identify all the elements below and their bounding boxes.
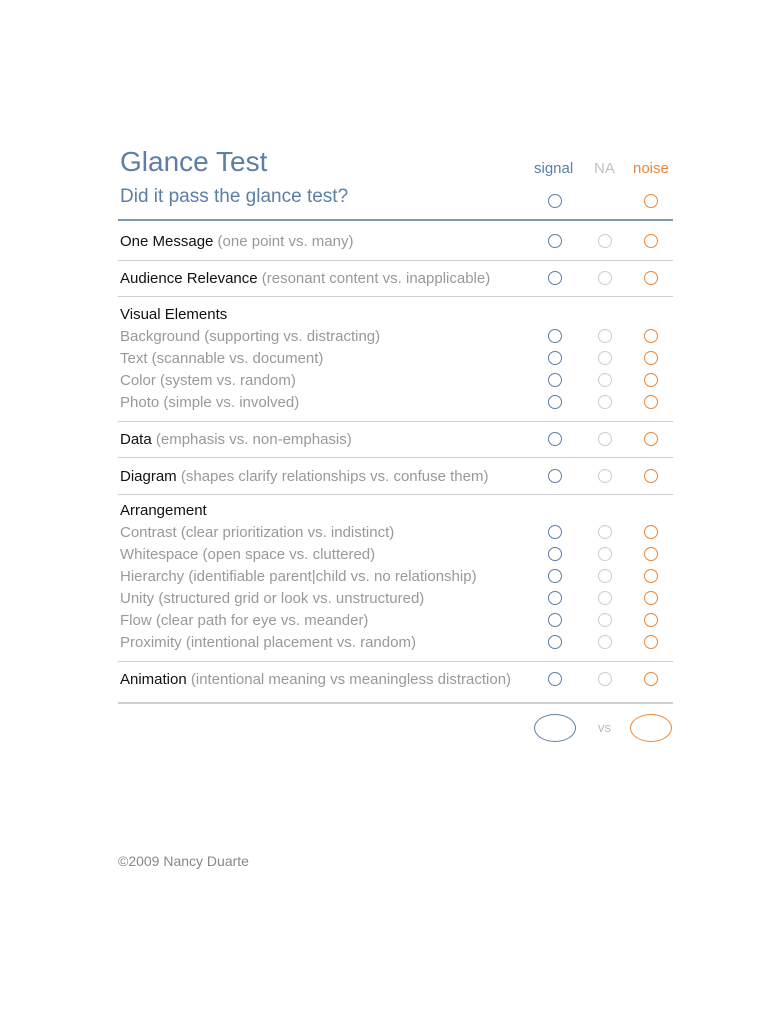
- arrangement-item-whitespace: Whitespace (open space vs. cluttered): [120, 546, 376, 563]
- arrangement-item-flow: Flow (clear path for eye vs. meander): [120, 612, 369, 629]
- contrast-signal-radio[interactable]: [548, 525, 562, 539]
- text-noise-radio[interactable]: [644, 351, 658, 365]
- audience-na-radio[interactable]: [598, 271, 612, 285]
- animation-na-radio[interactable]: [598, 672, 612, 686]
- one-message-signal-radio[interactable]: [548, 234, 562, 248]
- row-description: (shapes clarify relationships vs. confuse them): [176, 468, 489, 485]
- visual-item-text: Text (scannable vs. document): [120, 350, 324, 367]
- one-message-na-radio[interactable]: [598, 234, 612, 248]
- row-label: Data: [120, 431, 152, 448]
- header-divider: [118, 219, 673, 221]
- row-data: [120, 432, 352, 447]
- unity-na-radio[interactable]: [598, 591, 612, 605]
- whitespace-signal-radio[interactable]: [548, 547, 562, 561]
- flow-noise-radio[interactable]: [644, 613, 658, 627]
- hierarchy-noise-radio[interactable]: [644, 569, 658, 583]
- photo-noise-radio[interactable]: [644, 395, 658, 409]
- row-divider: [118, 260, 673, 261]
- one-message-noise-radio[interactable]: [644, 234, 658, 248]
- color-noise-radio[interactable]: [644, 373, 658, 387]
- na-column-header: NA: [594, 160, 615, 177]
- row-description: (resonant content vs. inapplicable): [257, 270, 491, 287]
- visual-item-color: Color (system vs. random): [120, 372, 296, 389]
- noise-total-oval[interactable]: [630, 714, 672, 742]
- flow-signal-radio[interactable]: [548, 613, 562, 627]
- visual-item-photo: Photo (simple vs. involved): [120, 394, 300, 411]
- proximity-signal-radio[interactable]: [548, 635, 562, 649]
- arrangement-item-hierarchy: Hierarchy (identifiable parent|child vs. no relationship): [120, 568, 477, 585]
- row-description: (intentional meaning vs meaningless distraction): [186, 671, 512, 688]
- arrangement-heading: Arrangement: [120, 502, 207, 519]
- signal-column-header: signal: [534, 160, 574, 177]
- contrast-noise-radio[interactable]: [644, 525, 658, 539]
- row-label: Animation: [120, 671, 187, 688]
- row-divider: [118, 661, 673, 662]
- page-title: Glance Test: [120, 146, 268, 177]
- proximity-noise-radio[interactable]: [644, 635, 658, 649]
- row-divider: [118, 296, 673, 297]
- arrangement-item-proximity: Proximity (intentional placement vs. random): [120, 634, 416, 651]
- animation-signal-radio[interactable]: [548, 672, 562, 686]
- data-na-radio[interactable]: [598, 432, 612, 446]
- row-description: (emphasis vs. non-emphasis): [151, 431, 352, 448]
- whitespace-noise-radio[interactable]: [644, 547, 658, 561]
- background-na-radio[interactable]: [598, 329, 612, 343]
- unity-signal-radio[interactable]: [548, 591, 562, 605]
- vs-label: vs: [598, 720, 611, 735]
- noise-column-header: noise: [633, 160, 669, 177]
- audience-noise-radio[interactable]: [644, 271, 658, 285]
- row-divider: [118, 457, 673, 458]
- row-label: One Message: [120, 233, 214, 250]
- row-description: (one point vs. many): [213, 233, 354, 250]
- audience-signal-radio[interactable]: [548, 271, 562, 285]
- diagram-noise-radio[interactable]: [644, 469, 658, 483]
- photo-na-radio[interactable]: [598, 395, 612, 409]
- animation-noise-radio[interactable]: [644, 672, 658, 686]
- row-animation: [120, 672, 511, 687]
- hierarchy-na-radio[interactable]: [598, 569, 612, 583]
- glance-test-noise-radio[interactable]: [644, 194, 658, 208]
- whitespace-na-radio[interactable]: [598, 547, 612, 561]
- row-divider: [118, 494, 673, 495]
- flow-na-radio[interactable]: [598, 613, 612, 627]
- row-one-message: [120, 234, 353, 249]
- row-diagram: [120, 469, 489, 484]
- hierarchy-signal-radio[interactable]: [548, 569, 562, 583]
- visual-elements-heading: Visual Elements: [120, 306, 228, 323]
- data-signal-radio[interactable]: [548, 432, 562, 446]
- text-na-radio[interactable]: [598, 351, 612, 365]
- color-signal-radio[interactable]: [548, 373, 562, 387]
- background-noise-radio[interactable]: [644, 329, 658, 343]
- text-signal-radio[interactable]: [548, 351, 562, 365]
- data-noise-radio[interactable]: [644, 432, 658, 446]
- row-divider: [118, 421, 673, 422]
- page-subtitle: Did it pass the glance test?: [120, 186, 349, 207]
- background-signal-radio[interactable]: [548, 329, 562, 343]
- row-label: Audience Relevance: [120, 270, 258, 287]
- signal-total-oval[interactable]: [534, 714, 576, 742]
- photo-signal-radio[interactable]: [548, 395, 562, 409]
- arrangement-item-unity: Unity (structured grid or look vs. unstructured): [120, 590, 425, 607]
- visual-item-background: Background (supporting vs. distracting): [120, 328, 381, 345]
- contrast-na-radio[interactable]: [598, 525, 612, 539]
- row-audience-relevance: [120, 271, 490, 286]
- diagram-na-radio[interactable]: [598, 469, 612, 483]
- color-na-radio[interactable]: [598, 373, 612, 387]
- arrangement-item-contrast: Contrast (clear prioritization vs. indistinct): [120, 524, 395, 541]
- proximity-na-radio[interactable]: [598, 635, 612, 649]
- glance-test-signal-radio[interactable]: [548, 194, 562, 208]
- footer-divider: [118, 702, 673, 704]
- row-label: Diagram: [120, 468, 177, 485]
- diagram-signal-radio[interactable]: [548, 469, 562, 483]
- copyright: ©2009 Nancy Duarte: [118, 853, 249, 869]
- unity-noise-radio[interactable]: [644, 591, 658, 605]
